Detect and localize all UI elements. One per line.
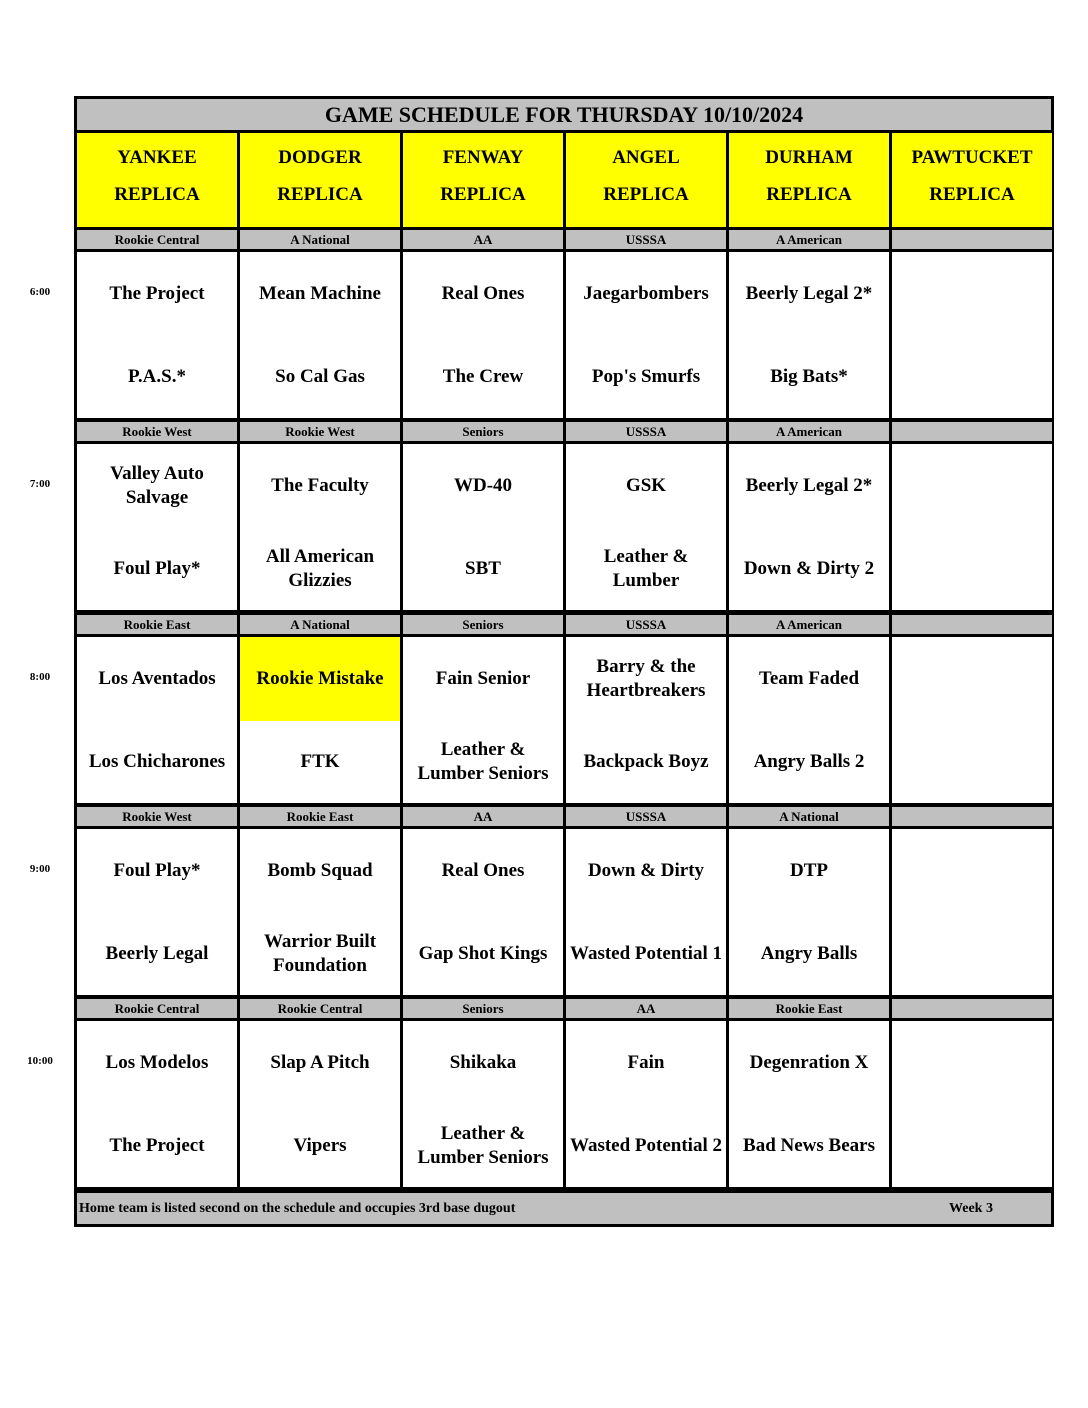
division-label: A American [729, 230, 889, 249]
time-label: 9:00 [29, 863, 51, 875]
away-team: The Faculty [240, 444, 400, 528]
home-team: All American Glizzies [240, 528, 400, 610]
footer-note: Home team is listed second on the schedule and occupies 3rd base dugout [79, 1201, 516, 1216]
away-team [892, 637, 1052, 721]
division-label: A American [729, 422, 889, 441]
division-label: Rookie Central [77, 230, 237, 249]
away-team: Degenration X [729, 1021, 889, 1105]
field-name: FENWAY [442, 147, 524, 168]
home-team: Leather & Lumber Seniors [403, 1105, 563, 1187]
home-team: So Cal Gas [240, 336, 400, 418]
home-team: Los Chicharones [77, 721, 237, 803]
away-team: DTP [729, 829, 889, 913]
footer-bar [77, 1193, 1051, 1224]
field-name: PAWTUCKET [911, 147, 1033, 168]
away-team: Fain [566, 1021, 726, 1105]
home-team: The Crew [403, 336, 563, 418]
away-team: Los Aventados [77, 637, 237, 721]
away-team: The Project [77, 252, 237, 336]
division-label: A National [240, 230, 400, 249]
division-label [892, 999, 1052, 1018]
division-label [892, 807, 1052, 826]
home-team: P.A.S.* [77, 336, 237, 418]
field-type: REPLICA [277, 184, 363, 205]
home-team: Pop's Smurfs [566, 336, 726, 418]
home-team: Angry Balls [729, 913, 889, 995]
time-label: 8:00 [29, 671, 51, 683]
home-team: Bad News Bears [729, 1105, 889, 1187]
field-header-angel [566, 133, 726, 227]
division-label: Seniors [403, 615, 563, 634]
home-team: Backpack Boyz [566, 721, 726, 803]
division-label [892, 422, 1052, 441]
division-label: Rookie East [77, 615, 237, 634]
division-label: AA [403, 230, 563, 249]
home-team [892, 1105, 1052, 1187]
home-team [892, 721, 1052, 803]
away-team: Beerly Legal 2* [729, 252, 889, 336]
schedule-table [74, 96, 1054, 1227]
field-type: REPLICA [440, 184, 526, 205]
away-team: Bomb Squad [240, 829, 400, 913]
division-label [892, 230, 1052, 249]
home-team: Big Bats* [729, 336, 889, 418]
division-label: A National [240, 615, 400, 634]
home-team: Warrior Built Foundation [240, 913, 400, 995]
field-type: REPLICA [929, 184, 1015, 205]
home-team: The Project [77, 1105, 237, 1187]
division-label: A National [729, 807, 889, 826]
division-label: Rookie Central [240, 999, 400, 1018]
home-team: Leather & Lumber [566, 528, 726, 610]
away-team: Down & Dirty [566, 829, 726, 913]
division-label: USSSA [566, 807, 726, 826]
home-team: Vipers [240, 1105, 400, 1187]
home-team: SBT [403, 528, 563, 610]
away-team: Barry & the Heartbreakers [566, 637, 726, 721]
division-label: A American [729, 615, 889, 634]
away-team: Valley Auto Salvage [77, 444, 237, 528]
away-team: Beerly Legal 2* [729, 444, 889, 528]
away-team: Team Faded [729, 637, 889, 721]
time-label: 7:00 [29, 478, 51, 490]
away-team: Slap A Pitch [240, 1021, 400, 1105]
away-team: Foul Play* [77, 829, 237, 913]
away-team: GSK [566, 444, 726, 528]
division-label: USSSA [566, 422, 726, 441]
division-label [892, 615, 1052, 634]
home-team: FTK [240, 721, 400, 803]
home-team [892, 528, 1052, 610]
field-type: REPLICA [766, 184, 852, 205]
home-team [892, 336, 1052, 418]
division-label: USSSA [566, 615, 726, 634]
away-team [892, 252, 1052, 336]
division-label: Seniors [403, 422, 563, 441]
field-header-fenway [403, 133, 563, 227]
field-name: YANKEE [117, 147, 197, 168]
field-name: ANGEL [612, 147, 680, 168]
division-label: Rookie East [729, 999, 889, 1018]
away-team: Los Modelos [77, 1021, 237, 1105]
field-header-durham [729, 133, 889, 227]
division-label: USSSA [566, 230, 726, 249]
division-label: AA [566, 999, 726, 1018]
home-team: Leather & Lumber Seniors [403, 721, 563, 803]
away-team: Jaegarbombers [566, 252, 726, 336]
away-team [892, 829, 1052, 913]
field-header-pawtucket [892, 133, 1052, 227]
week-label: Week 3 [949, 1201, 993, 1216]
field-header-dodger [240, 133, 400, 227]
away-team: WD-40 [403, 444, 563, 528]
field-name: DODGER [278, 147, 362, 168]
away-team: Rookie Mistake [240, 637, 400, 721]
home-team: Wasted Potential 1 [566, 913, 726, 995]
division-label: Seniors [403, 999, 563, 1018]
time-label: 6:00 [29, 286, 51, 298]
field-type: REPLICA [114, 184, 200, 205]
division-label: Rookie West [77, 422, 237, 441]
home-team [892, 913, 1052, 995]
division-label: Rookie West [77, 807, 237, 826]
division-label: Rookie West [240, 422, 400, 441]
away-team [892, 444, 1052, 528]
field-name: DURHAM [765, 147, 853, 168]
home-team: Down & Dirty 2 [729, 528, 889, 610]
division-label: AA [403, 807, 563, 826]
division-label: Rookie East [240, 807, 400, 826]
home-team: Gap Shot Kings [403, 913, 563, 995]
field-type: REPLICA [603, 184, 689, 205]
home-team: Foul Play* [77, 528, 237, 610]
away-team [892, 1021, 1052, 1105]
home-team: Wasted Potential 2 [566, 1105, 726, 1187]
away-team: Real Ones [403, 252, 563, 336]
home-team: Angry Balls 2 [729, 721, 889, 803]
field-header-yankee [77, 133, 237, 227]
away-team: Shikaka [403, 1021, 563, 1105]
time-label: 10:00 [27, 1055, 53, 1067]
division-label: Rookie Central [77, 999, 237, 1018]
page-title: GAME SCHEDULE FOR THURSDAY 10/10/2024 [77, 99, 1051, 130]
away-team: Fain Senior [403, 637, 563, 721]
away-team: Mean Machine [240, 252, 400, 336]
home-team: Beerly Legal [77, 913, 237, 995]
away-team: Real Ones [403, 829, 563, 913]
